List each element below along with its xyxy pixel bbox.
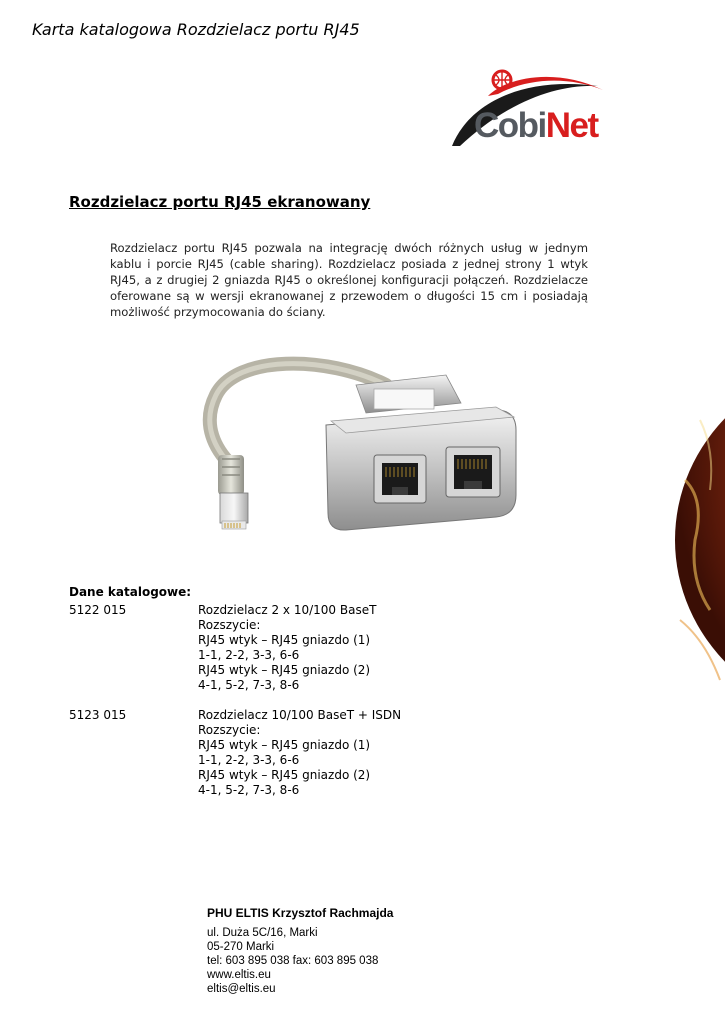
catalog-data-label: Dane katalogowe: (69, 585, 192, 599)
catalog-code: 5122 015 (69, 603, 127, 617)
company-footer (207, 906, 393, 996)
company-name: PHU ELTIS Krzysztof Rachmajda (207, 906, 394, 920)
email-link[interactable]: eltis@eltis.eu (207, 983, 276, 995)
catalog-line: 4-1, 5-2, 7-3, 8-6 (198, 783, 300, 797)
catalog-details (198, 708, 401, 798)
catalog-line: RJ45 wtyk – RJ45 gniazdo (2) (198, 663, 371, 677)
address-line: 05-270 Marki (207, 941, 275, 953)
page-header-title: Karta katalogowa Rozdzielacz portu RJ45 (32, 20, 360, 39)
catalog-line: RJ45 wtyk – RJ45 gniazdo (1) (198, 738, 371, 752)
phone-line: tel: 603 895 038 fax: 603 895 038 (207, 955, 379, 967)
product-heading: Rozdzielacz portu RJ45 ekranowany (69, 193, 371, 211)
logo-wordmark: CobiNet (474, 106, 598, 145)
catalog-line: Rozszycie: (198, 723, 261, 737)
catalog-line: Rozszycie: (198, 618, 261, 632)
catalog-line: Rozdzielacz 10/100 BaseT + ISDN (198, 708, 402, 722)
catalog-line: 1-1, 2-2, 3-3, 6-6 (198, 753, 300, 767)
catalog-code: 5123 015 (69, 708, 127, 722)
catalog-line: 4-1, 5-2, 7-3, 8-6 (198, 678, 300, 692)
product-photo (196, 355, 526, 545)
catalog-line: RJ45 wtyk – RJ45 gniazdo (1) (198, 633, 371, 647)
website-link[interactable]: www.eltis.eu (207, 969, 271, 981)
product-description: Rozdzielacz portu RJ45 pozwala na integrację dwóch różnych usług w jednym kablu i porcie RJ45 (cable sharing). Rozdzielacz posiada z jednej strony 1 wtyk RJ45, a z drugiej 2 gniazda RJ45 o określonej konfiguracji połączeń. Rozdzielacze oferowane są w wersji ekranowanej z przewodem o długości 15 cm i posiadają możliwość przymocowania do ściany. (110, 241, 588, 319)
globe-decoration-icon (665, 360, 725, 720)
catalog-line: Rozdzielacz 2 x 10/100 BaseT (198, 603, 377, 617)
cobinet-logo (448, 66, 608, 152)
catalog-line: RJ45 wtyk – RJ45 gniazdo (2) (198, 768, 371, 782)
address-line: ul. Duża 5C/16, Marki (207, 927, 318, 939)
catalog-details (198, 603, 376, 693)
catalog-line: 1-1, 2-2, 3-3, 6-6 (198, 648, 300, 662)
